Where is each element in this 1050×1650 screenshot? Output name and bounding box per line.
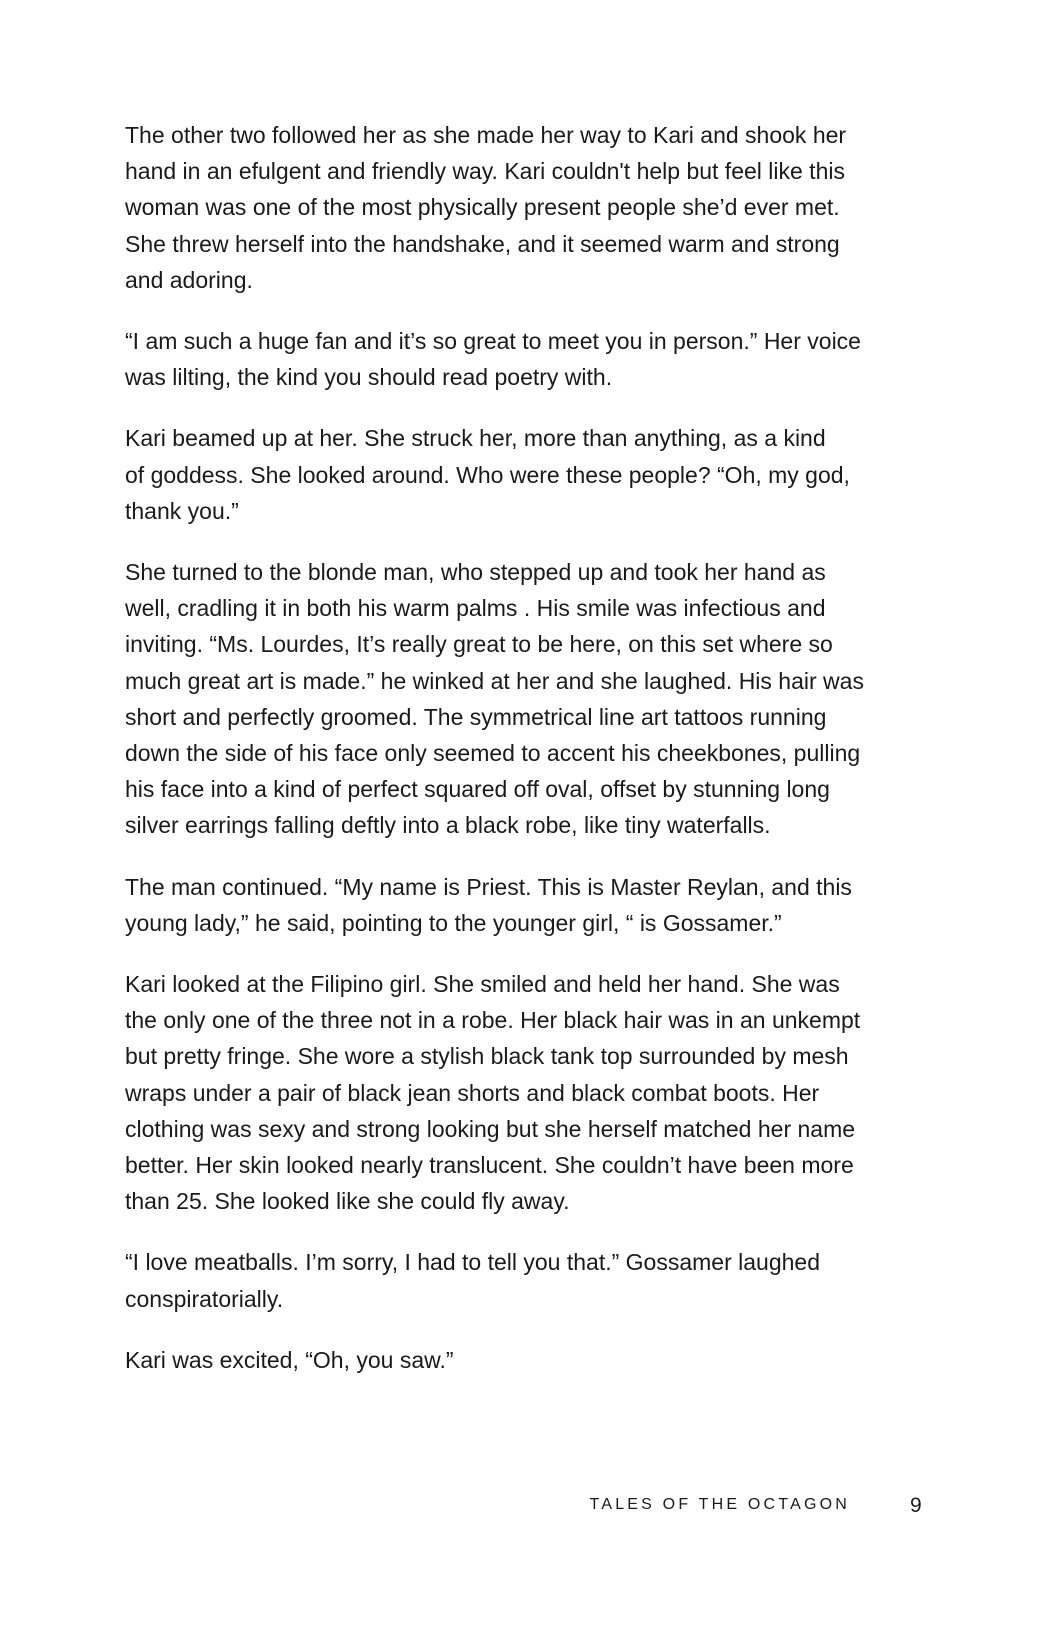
paragraph: Kari beamed up at her. She struck her, more than anything, as a kind of goddess. She looked around. Who were these people? “Oh, my god, thank you.” <box>125 425 850 524</box>
page-number: 9 <box>910 1494 922 1517</box>
paragraph: Kari looked at the Filipino girl. She smiled and held her hand. She was the only one of the three not in a robe. Her black hair was in an unkempt but pretty fringe. She wore a stylish black tank top surrounded by mesh wraps under a pair of black jean shorts and black combat boots. Her clothing was sexy and strong looking but she herself matched her name better. Her skin looked nearly translucent. She couldn’t have been more than 25. She looked like she could fly away. <box>125 971 861 1215</box>
page-footer <box>0 1490 1050 1530</box>
paragraph: “I am such a huge fan and it’s so great to meet you in person.” Her voice was lilting, the kind you should read poetry with. <box>125 328 861 391</box>
paragraph: The man continued. “My name is Priest. This is Master Reylan, and this young lady,” he said, pointing to the younger girl, “ is Gossamer.” <box>125 873 852 936</box>
body-text <box>125 117 925 1403</box>
paragraph: Kari was excited, “Oh, you saw.” <box>125 1346 454 1373</box>
paragraph: She turned to the blonde man, who stepped up and took her hand as well, cradling it in both his warm palms . His smile was infectious and inviting. “Ms. Lourdes, It’s really great to be here, on this set where so much great art is made.” he winked at her and she laughed. His hair was short and perfectly groomed. The symmetrical line art tattoos running down the side of his face only seemed to accent his cheekbones, pulling his face into a kind of perfect squared off oval, offset by stunning long silver earrings falling deftly into a black robe, like tiny waterfalls. <box>125 559 864 839</box>
paragraph: The other two followed her as she made her way to Kari and shook her hand in an efulgent and friendly way. Kari couldn't help but feel like this woman was one of the most physically present people she’d ever met. She threw herself into the handshake, and it seemed warm and strong and adoring. <box>125 122 847 293</box>
running-title: TALES OF THE OCTAGON <box>589 1496 850 1513</box>
paragraph: “I love meatballs. I’m sorry, I had to tell you that.” Gossamer laughed conspiratorially. <box>125 1249 820 1312</box>
